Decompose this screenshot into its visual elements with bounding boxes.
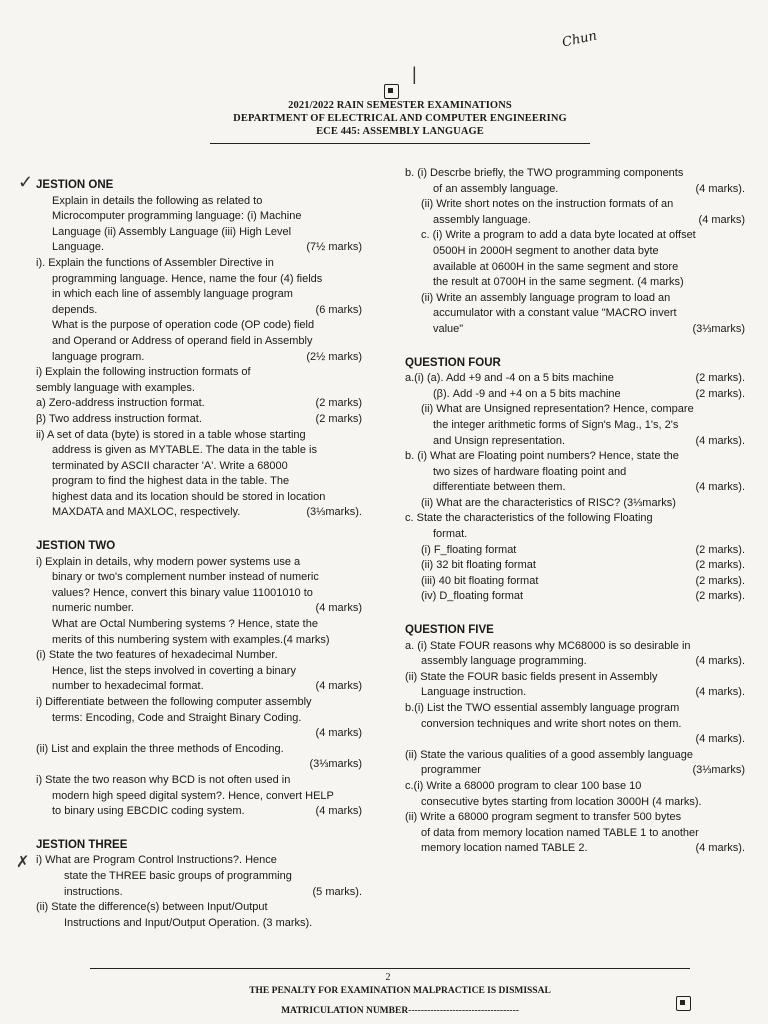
right-column [405, 166, 745, 857]
question-line [405, 322, 745, 338]
marks-label: (2 marks). [695, 387, 745, 400]
marks-label: (4 marks) [315, 805, 362, 818]
marks-label: (2 marks) [315, 397, 362, 410]
question-text: conversion techniques and write short notes on them. [421, 717, 682, 730]
question-text: state the THREE basic groups of programming [64, 869, 292, 882]
question-text: ii) A set of data (byte) is stored in a table whose starting [36, 428, 306, 441]
question-line [36, 555, 362, 571]
marks-label: (4 marks). [695, 686, 745, 699]
question-text: (ii) State the FOUR basic fields present in Assembly [405, 670, 658, 683]
question-text: MAXDATA and MAXLOC, respectively. [52, 506, 241, 519]
question-text: (iv) D_floating format [421, 590, 524, 603]
question-text: of an assembly language. [433, 182, 559, 195]
marks-label: (3⅓marks) [692, 764, 745, 777]
question-text: Language (ii) Assembly Language (iii) High Level [52, 225, 292, 238]
question-line [36, 225, 362, 241]
exam-title: 2021/2022 RAIN SEMESTER EXAMINATIONS [288, 100, 512, 111]
question-text: c. (i) Write a program to add a data byte located at offset [421, 229, 696, 242]
marks-label: (4 marks) [315, 680, 362, 693]
question-text: terms: Encoding, Code and Straight Binary Coding. [52, 711, 302, 724]
question-line [36, 885, 362, 901]
question-text: (ii) Write a 68000 program segment to transfer 500 bytes [405, 811, 682, 824]
question-line [36, 194, 362, 210]
marks-label: (2 marks). [695, 372, 745, 385]
question-text: modern high speed digital system?. Hence, convert HELP [52, 789, 334, 802]
question-text: b. (i) Descrbe briefly, the TWO programming components [405, 167, 684, 179]
question-line [36, 586, 362, 602]
question-text: b.(i) List the TWO essential assembly language program [405, 702, 680, 714]
question-line [36, 209, 362, 225]
marks-label: (3⅓marks) [309, 758, 362, 771]
question-text: to binary using EBCDIC coding system. [52, 805, 245, 818]
header-rule [210, 143, 590, 144]
question-text: i). Explain the functions of Assembler Directive in [36, 256, 274, 269]
question-text: numeric number. [52, 602, 134, 615]
question-text: merits of this numbering system with examples.(4 marks) [52, 633, 330, 646]
marks-label: (4 marks). [695, 182, 745, 195]
question-line [36, 711, 362, 727]
question-line [36, 505, 362, 521]
question-text: (ii) 32 bit floating format [421, 559, 536, 572]
question-line [405, 589, 745, 605]
question-line [405, 182, 745, 198]
question-text: Hence, list the steps involved in coverting a binary [52, 664, 296, 677]
question-line [36, 853, 362, 869]
question-text: the integer arithmetic forms of Sign's Mag., 1's, 2's [433, 418, 679, 431]
question-line [36, 900, 362, 916]
cross-mark-icon: ✗ [16, 854, 30, 871]
question-line [36, 474, 362, 490]
question-text: format. [433, 528, 468, 541]
question-heading: JESTION THREE [36, 838, 128, 851]
question-text: (β). Add -9 and +4 on a 5 bits machine [433, 387, 621, 400]
question-text: (i) State the two features of hexadecimal Number. [36, 649, 278, 662]
question-line [36, 287, 362, 303]
marks-label: (2 marks) [315, 412, 362, 425]
question-text: programmer [421, 764, 481, 777]
question-text: Explain in details the following as related to [52, 194, 263, 207]
question-text: terminated by ASCII character 'A'. Write a 68000 [52, 459, 288, 472]
question-line [36, 773, 362, 789]
question-text: in which each line of assembly language program [52, 288, 293, 301]
question-line [405, 670, 745, 686]
question-text: (ii) Write an assembly language program to load an [421, 291, 671, 304]
marks-label: (4 marks) [315, 602, 362, 615]
question-line [36, 695, 362, 711]
question-line [405, 574, 745, 590]
question-line [405, 558, 745, 574]
question-text: What is the purpose of operation code (OP code) field [52, 319, 315, 332]
question-line [405, 449, 745, 465]
question-line [405, 228, 745, 244]
question-heading: QUESTION FIVE [405, 624, 494, 637]
marks-label: (4 marks). [695, 434, 745, 447]
question-line [36, 617, 362, 633]
question-line [405, 701, 745, 717]
question-text: assembly language programming. [421, 655, 587, 668]
question-line [405, 841, 745, 857]
marks-label: (4 marks). [695, 842, 745, 855]
question-line [36, 318, 362, 334]
marks-label: (4 marks) [315, 727, 362, 740]
marks-label: (2 marks). [695, 559, 745, 572]
question-line [405, 639, 745, 655]
question-text: Microcomputer programming language: (i) Machine [52, 210, 302, 223]
question-line [36, 570, 362, 586]
marks-label: (4 marks) [698, 213, 745, 226]
question-text: (ii) What are the characteristics of RISC? (3⅓marks) [421, 496, 676, 509]
question-line [36, 428, 362, 444]
question-line [405, 685, 745, 701]
question-line [405, 543, 745, 559]
question-line [405, 244, 745, 260]
marks-label: (4 marks). [695, 655, 745, 668]
question-line [36, 789, 362, 805]
question-line [405, 810, 745, 826]
marks-label: (7½ marks) [306, 241, 362, 254]
question-line [405, 654, 745, 670]
question-text: Language instruction. [421, 686, 527, 699]
question-text: i) Explain in details, why modern power systems use a [36, 555, 301, 568]
marks-label: (2 marks). [695, 590, 745, 603]
handwritten-note: Chun [560, 28, 599, 51]
question-heading: JESTION TWO [36, 540, 116, 553]
question-text [52, 757, 303, 773]
question-text: two sizes of hardware floating point and [433, 465, 627, 478]
question-text: i) What are Program Control Instructions?. Hence [36, 854, 277, 867]
question-text: (ii) List and explain the three methods of Encoding. [36, 742, 284, 755]
question-text: highest data and its location should be stored in location [52, 490, 326, 503]
question-line [36, 381, 362, 397]
question-line [405, 418, 745, 434]
question-text: and Operand or Address of operand field in Assembly [52, 334, 313, 347]
question-line [36, 490, 362, 506]
question-line [36, 757, 362, 773]
question-line [405, 748, 745, 764]
left-column [36, 174, 362, 931]
question-text: Instructions and Input/Output Operation. (3 marks). [64, 916, 313, 929]
question-line [36, 272, 362, 288]
question-line [405, 213, 745, 229]
question-text: address is given as MYTABLE. The data in the table is [52, 444, 317, 457]
question-line [405, 371, 745, 387]
question-line [36, 459, 362, 475]
question-text: i) Explain the following instruction formats of [36, 366, 251, 379]
question-text: i) Differentiate between the following computer assembly [36, 696, 312, 708]
course-title: ECE 445: ASSEMBLY LANGUAGE [316, 126, 484, 137]
question-line [36, 412, 362, 428]
question-text: values? Hence, convert this binary value 11001010 to [52, 586, 313, 599]
question-text: a. (i) State FOUR reasons why MC68000 is so desirable in [405, 639, 691, 652]
question-text: (ii) State the difference(s) between Input/Output [36, 901, 268, 914]
question-line [405, 480, 745, 496]
question-text: memory location named TABLE 2. [421, 842, 588, 855]
question-line [36, 365, 362, 381]
marks-label: (5 marks). [312, 885, 362, 898]
page-number: 2 [385, 972, 391, 983]
question-text: 0500H in 2000H segment to another data byte [433, 244, 659, 257]
question-line [405, 527, 745, 543]
question-text: β) Two address instruction format. [36, 412, 202, 425]
question-line [405, 732, 745, 748]
question-line [36, 303, 362, 319]
question-line [36, 443, 362, 459]
footer-logo-icon [676, 996, 691, 1011]
question-heading: QUESTION FOUR [405, 356, 501, 369]
question-line [36, 396, 362, 412]
question-text: binary or two's complement number instead of numeric [52, 571, 319, 584]
question-line [36, 334, 362, 350]
question-line [405, 291, 745, 307]
question-text: differentiate between them. [433, 481, 566, 494]
question-text: number to hexadecimal format. [52, 680, 204, 693]
question-text: (ii) Write short notes on the instruction formats of an [421, 198, 674, 211]
question-text: program to find the highest data in the table. The [52, 475, 290, 488]
question-text: (iii) 40 bit floating format [421, 574, 539, 587]
question-text: a.(i) (a). Add +9 and -4 on a 5 bits machine [405, 372, 614, 385]
spacer [405, 338, 745, 352]
question-text: programming language. Hence, name the four (4) fields [52, 272, 323, 285]
university-logo-icon [384, 84, 399, 99]
question-line [36, 633, 362, 649]
question-text: (ii) State the various qualities of a good assembly language [405, 748, 694, 761]
question-text: the result at 0700H in the same segment. (4 marks) [433, 276, 684, 289]
question-line [36, 742, 362, 758]
footer-rule [90, 968, 690, 969]
question-line [36, 601, 362, 617]
question-line [405, 795, 745, 811]
question-line [36, 804, 362, 820]
question-line [36, 240, 362, 256]
question-line [405, 387, 745, 403]
marks-label: (2½ marks) [306, 350, 362, 363]
question-text: and Unsign representation. [433, 434, 566, 447]
question-text: (ii) What are Unsigned representation? Hence, compare [421, 403, 694, 416]
question-text: a) Zero-address instruction format. [36, 397, 205, 410]
question-line [36, 648, 362, 664]
question-line [405, 717, 745, 733]
question-line [405, 465, 745, 481]
question-text: i) State the two reason why BCD is not often used in [36, 773, 291, 786]
marks-label: (4 marks). [695, 481, 745, 494]
marks-label: (2 marks). [695, 574, 745, 587]
question-text: value" [433, 322, 464, 335]
question-text: available at 0600H in the same segment and store [433, 260, 679, 273]
question-line [405, 434, 745, 450]
question-text: of data from memory location named TABLE 1 to another [421, 826, 699, 839]
spacer [405, 605, 745, 619]
question-text: language program. [52, 350, 145, 363]
question-line [36, 916, 362, 932]
marks-label: (6 marks) [315, 303, 362, 316]
check-mark-icon: ✓ [18, 172, 34, 192]
question-line [36, 869, 362, 885]
question-text: c.(i) Write a 68000 program to clear 100 base 10 [405, 779, 642, 792]
spacer [36, 521, 362, 535]
matriculation-number-field: MATRICULATION NUMBER----------------------------------- [281, 1006, 519, 1016]
question-text: What are Octal Numbering systems ? Hence, state the [52, 618, 318, 631]
question-line [405, 260, 745, 276]
question-text: instructions. [64, 885, 123, 898]
question-line [405, 197, 745, 213]
penalty-notice: THE PENALTY FOR EXAMINATION MALPRACTICE IS DISMISSAL [249, 986, 551, 996]
department-title: DEPARTMENT OF ELECTRICAL AND COMPUTER ENGINEERING [233, 113, 567, 124]
question-line [36, 256, 362, 272]
question-text: (i) F_floating format [421, 543, 517, 556]
question-text: accumulator with a constant value "MACRO invert [433, 307, 677, 320]
question-text: sembly language with examples. [36, 381, 195, 394]
question-text: b. (i) What are Floating point numbers? Hence, state the [405, 450, 679, 463]
question-line [36, 664, 362, 680]
marks-label: (3⅓marks) [692, 322, 745, 335]
question-line [36, 679, 362, 695]
question-line [405, 496, 745, 512]
question-heading: JESTION ONE [36, 179, 114, 191]
question-line [405, 763, 745, 779]
question-line [405, 779, 745, 795]
question-text [421, 732, 690, 748]
question-line [405, 511, 745, 527]
question-line [405, 402, 745, 418]
question-line [405, 166, 745, 182]
question-text: c. State the characteristics of the following Floating [405, 512, 653, 525]
pen-tick: | [412, 64, 417, 84]
question-text: depends. [52, 303, 98, 316]
question-text: assembly language. [433, 213, 531, 226]
question-line [36, 726, 362, 742]
marks-label: (3⅓marks). [306, 506, 362, 519]
question-line [405, 826, 745, 842]
spacer [36, 820, 362, 834]
marks-label: (2 marks). [695, 543, 745, 556]
question-text [52, 726, 310, 742]
question-text: Language. [52, 241, 104, 254]
question-text: consecutive bytes starting from location 3000H (4 marks). [421, 795, 702, 808]
question-line [405, 275, 745, 291]
marks-label: (4 marks). [695, 733, 745, 746]
question-line [36, 350, 362, 366]
question-line [405, 306, 745, 322]
